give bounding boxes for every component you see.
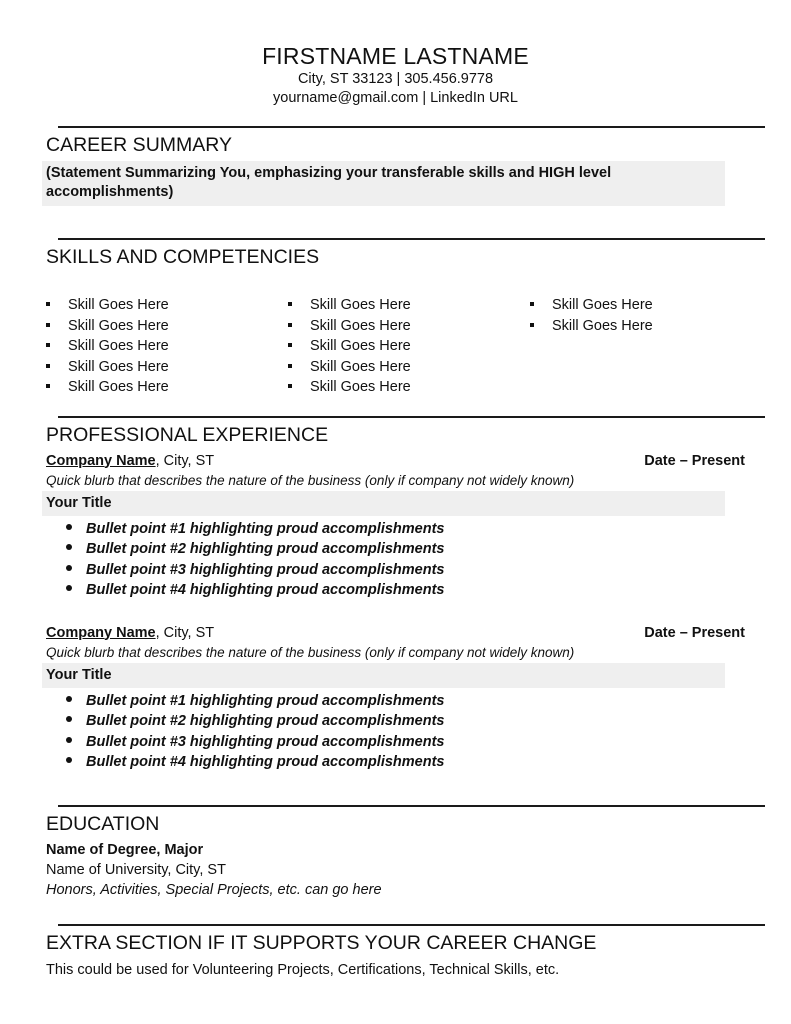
section-divider [58, 924, 765, 926]
disc-bullet-icon [66, 565, 72, 571]
list-item [46, 377, 288, 398]
extra-heading: EXTRA SECTION IF IT SUPPORTS YOUR CAREER CHANGE [46, 931, 597, 954]
company-row [46, 623, 745, 643]
square-bullet-icon [530, 302, 534, 306]
section-divider [58, 126, 765, 128]
square-bullet-icon [46, 343, 50, 347]
list-item [46, 357, 288, 378]
section-divider [58, 805, 765, 807]
square-bullet-icon [288, 302, 292, 306]
employment-dates: Date – Present [644, 624, 745, 641]
company-blurb: Quick blurb that describes the nature of the business (only if company not widely known) [46, 644, 575, 660]
list-item [46, 295, 288, 316]
company-row [46, 451, 745, 471]
square-bullet-icon [46, 323, 50, 327]
list-item [288, 357, 530, 378]
accomplishment-text: Bullet point #4 highlighting proud accomplishments [86, 754, 445, 770]
square-bullet-icon [46, 384, 50, 388]
list-item [46, 316, 288, 337]
skill-label: Skill Goes Here [310, 358, 411, 375]
experience-entry [0, 623, 791, 773]
experience-entry [0, 451, 791, 601]
company-blurb: Quick blurb that describes the nature of the business (only if company not widely known) [46, 472, 575, 488]
accomplishment-text: Bullet point #1 highlighting proud accomplishments [86, 692, 445, 709]
company-name: Company Name [46, 624, 156, 641]
extra-section [0, 924, 791, 980]
list-item [288, 377, 530, 398]
square-bullet-icon [288, 384, 292, 388]
university-name: Name of University, City, ST [46, 861, 226, 878]
section-divider [58, 238, 765, 240]
company-location: , City, ST [155, 452, 215, 469]
job-title: Your Title [46, 666, 112, 683]
square-bullet-icon [46, 364, 50, 368]
skills-columns [46, 295, 765, 398]
disc-bullet-icon [66, 757, 72, 763]
list-item [66, 732, 791, 753]
job-title-highlight-band [42, 663, 725, 688]
list-item [66, 711, 791, 732]
accomplishment-text: Bullet point #1 highlighting proud accomplishments [86, 520, 445, 537]
skill-label: Skill Goes Here [310, 379, 411, 395]
list-item [530, 295, 772, 316]
disc-bullet-icon [66, 544, 72, 550]
skill-label: Skill Goes Here [552, 297, 653, 313]
accomplishment-text: Bullet point #3 highlighting proud accomplishments [86, 733, 445, 750]
accomplishment-text: Bullet point #3 highlighting proud accomplishments [86, 561, 445, 578]
skill-label: Skill Goes Here [310, 297, 411, 313]
career-summary-heading: CAREER SUMMARY [46, 134, 233, 156]
job-title: Your Title [46, 494, 112, 511]
skills-section [0, 238, 791, 398]
disc-bullet-icon [66, 716, 72, 722]
skill-label: Skill Goes Here [552, 317, 653, 334]
disc-bullet-icon [66, 737, 72, 743]
experience-heading: PROFESSIONAL EXPERIENCE [46, 423, 329, 446]
square-bullet-icon [288, 364, 292, 368]
employment-dates: Date – Present [644, 452, 745, 469]
experience-section [0, 416, 791, 773]
candidate-name: FIRSTNAME LASTNAME [262, 43, 529, 69]
list-item [66, 560, 791, 581]
skills-column-2 [288, 295, 530, 398]
skill-label: Skill Goes Here [310, 338, 411, 354]
skills-heading: SKILLS AND COMPETENCIES [46, 246, 320, 268]
disc-bullet-icon [66, 524, 72, 530]
skill-label: Skill Goes Here [310, 317, 411, 334]
company-location: , City, ST [155, 624, 215, 641]
contact-line-location-phone: City, ST 33123 | 305.456.9778 [297, 71, 494, 87]
career-summary-text: (Statement Summarizing You, emphasizing your transferable skills and HIGH level accomplishments) [46, 165, 612, 200]
square-bullet-icon [288, 343, 292, 347]
extra-text: This could be used for Volunteering Projects, Certifications, Technical Skills, etc. [46, 961, 560, 978]
skills-column-3 [530, 295, 772, 398]
square-bullet-icon [530, 323, 534, 327]
list-item [66, 539, 791, 560]
career-summary-section [0, 126, 791, 206]
education-heading: EDUCATION [46, 812, 160, 835]
skills-column-1 [46, 295, 288, 398]
disc-bullet-icon [66, 585, 72, 591]
list-item [46, 336, 288, 357]
list-item [66, 519, 791, 540]
skill-label: Skill Goes Here [68, 297, 169, 313]
list-item [288, 336, 530, 357]
skill-label: Skill Goes Here [68, 338, 169, 354]
accomplishment-text: Bullet point #2 highlighting proud accomplishments [86, 541, 445, 557]
accomplishment-list [0, 691, 791, 773]
list-item [66, 580, 791, 601]
education-section [0, 805, 791, 900]
square-bullet-icon [46, 302, 50, 306]
job-title-highlight-band [42, 491, 725, 516]
degree-name: Name of Degree, Major [46, 841, 204, 858]
square-bullet-icon [288, 323, 292, 327]
accomplishment-text: Bullet point #2 highlighting proud accomplishments [86, 713, 445, 729]
list-item [66, 691, 791, 712]
accomplishment-list [0, 519, 791, 601]
career-summary-highlight-band [42, 161, 725, 206]
education-honors: Honors, Activities, Special Projects, etc. can go here [46, 881, 382, 898]
resume-header [0, 0, 791, 108]
skill-label: Skill Goes Here [68, 358, 169, 375]
skill-label: Skill Goes Here [68, 379, 169, 395]
company-name: Company Name [46, 452, 156, 469]
list-item [66, 752, 791, 773]
contact-line-email-linkedin: yourname@gmail.com | LinkedIn URL [273, 90, 518, 106]
list-item [288, 295, 530, 316]
list-item [288, 316, 530, 337]
section-divider [58, 416, 765, 418]
list-item [530, 316, 772, 337]
accomplishment-text: Bullet point #4 highlighting proud accomplishments [86, 582, 445, 598]
skill-label: Skill Goes Here [68, 317, 169, 334]
disc-bullet-icon [66, 696, 72, 702]
